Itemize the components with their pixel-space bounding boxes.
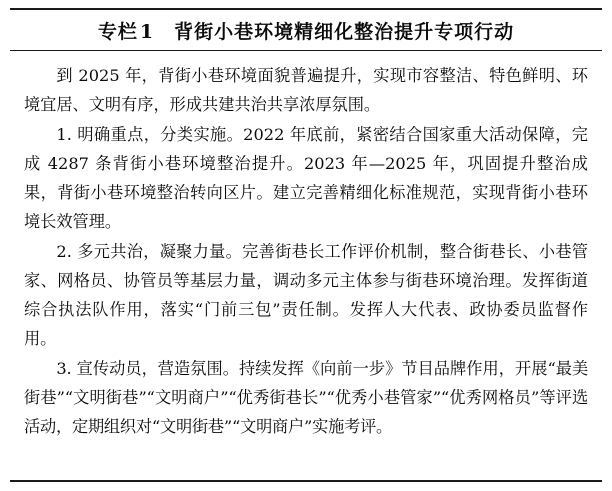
page-title (98, 17, 514, 44)
paragraph-2: 1. 明确重点，分类实施。2022 年底前，紧密结合国家重大活动保障，完成 4287 条背街小巷环境整治提升。2023 年—2025 年，巩固提升整治成果，背街小巷环境整治转向区片。建立完善精细化标准规范，实现背街小巷环境长效管理。 (24, 125, 588, 231)
paragraph-3: 2. 多元共治，凝聚力量。完善街巷长工作评价机制，整合街巷长、小巷管家、网格员、协管员等基层力量，调动多元主体参与街巷环境治理。发挥街道综合执法队作用，落实“门前三包”责任制。发挥人大代表、政协委员监督作用。 (24, 242, 588, 348)
paragraph-4: 3. 宣传动员，营造氛围。持续发挥《向前一步》节目品牌作用，开展“最美街巷”“文明街巷”“文明商户”“优秀街巷长”“优秀小巷管家”“优秀网格员”等评选活动，定期组织对“文明街巷”“文明商户”实施考评。 (24, 359, 588, 436)
sidebar-box (10, 8, 602, 482)
box-body (10, 51, 602, 441)
paragraph-1: 到 2025 年，背街小巷环境面貌普遍提升，实现市容整洁、特色鲜明、环境宜居、文明有序，形成共建共治共享浓厚氛围。 (24, 66, 588, 114)
box-number: 1 (139, 20, 155, 43)
box-label: 专栏 (97, 20, 138, 43)
box-heading: 背街小巷环境精细化整治提升专项行动 (174, 20, 515, 43)
box-title-bar (10, 10, 602, 51)
